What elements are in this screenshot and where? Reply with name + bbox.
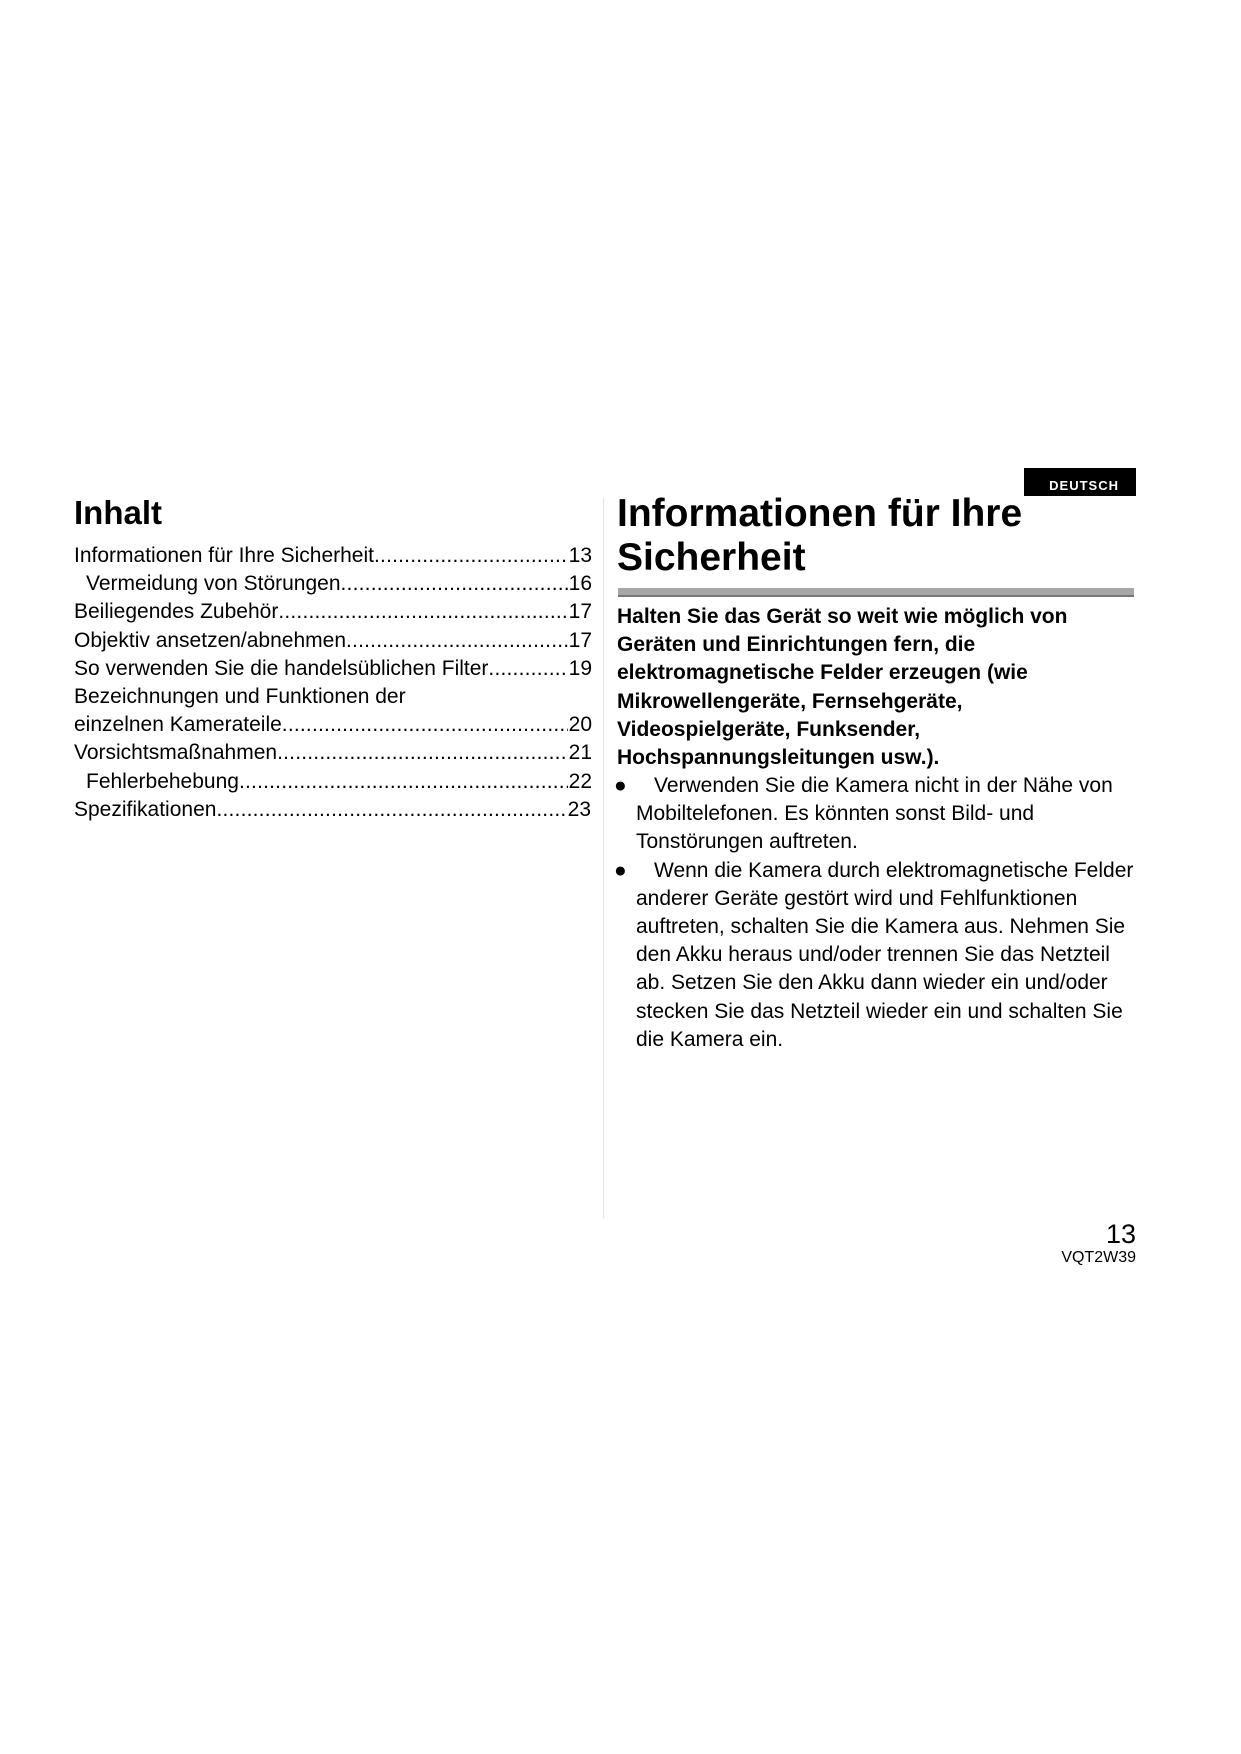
toc-entry-page: 17 bbox=[568, 600, 592, 624]
toc-leader bbox=[239, 768, 568, 796]
toc-entry-objektiv[interactable] bbox=[74, 627, 592, 655]
toc-entry-page: 19 bbox=[568, 656, 592, 680]
toc-entry-label: einzelnen Kamerateile bbox=[74, 713, 282, 737]
toc-entry-page: 16 bbox=[568, 572, 592, 596]
toc-entry-label: So verwenden Sie die handelsüblichen Filter bbox=[74, 656, 489, 680]
safety-bullet-list bbox=[614, 772, 1144, 1054]
toc-leader bbox=[341, 570, 568, 598]
bullet-icon: ● bbox=[614, 774, 627, 797]
section-title bbox=[617, 492, 1137, 580]
list-item bbox=[614, 772, 1144, 857]
toc-entry-bezeichnungen[interactable] bbox=[74, 683, 592, 711]
bullet-icon: ● bbox=[614, 858, 627, 882]
toc-entry-vorsicht[interactable] bbox=[74, 739, 592, 767]
language-badge: DEUTSCH bbox=[1024, 468, 1136, 496]
bullet-text: Verwenden Sie die Kamera nicht in der Nähe von Mobiltelefonen. Es könnten sonst Bild- und Tonstörungen auftreten. bbox=[636, 774, 1113, 854]
toc-entry-filter[interactable] bbox=[74, 655, 592, 683]
toc-entry-page: 13 bbox=[568, 544, 592, 567]
toc-entry-page: 20 bbox=[568, 713, 592, 737]
toc-entry-fehlerbehebung[interactable] bbox=[74, 768, 592, 796]
toc-title: Inhalt bbox=[74, 494, 162, 531]
toc-entry-page: 21 bbox=[568, 741, 592, 765]
toc-leader bbox=[216, 796, 566, 824]
toc-leader bbox=[282, 711, 568, 739]
toc-leader bbox=[277, 739, 568, 767]
section-title-line2: Sicherheit bbox=[617, 536, 806, 579]
table-of-contents bbox=[74, 542, 592, 824]
safety-warning: Halten Sie das Gerät so weit wie möglich von Geräten und Einrichtungen fern, die elektromagnetische Felder erzeugen (wie Mikrowellengeräte, Fernsehgeräte, Videospielgeräte, Funksender, Hochspannungsleitungen usw.). bbox=[617, 605, 1068, 770]
toc-leader bbox=[346, 627, 568, 655]
toc-entry-label: Bezeichnungen und Funktionen der bbox=[74, 684, 406, 708]
toc-entry-label: Vorsichtsmaßnahmen bbox=[74, 741, 278, 765]
page-number: 13 bbox=[1105, 1219, 1136, 1249]
bullet-text: Wenn die Kamera durch elektromagnetische Felder anderer Geräte gestört wird und Fehlfunktionen auftreten, schalten Sie die Kamera aus. Nehmen Sie den Akku heraus und/oder trennen Sie das Netzteil ab. Setzen Sie den Akku dann wieder ein und/oder stecken Sie das Netzteil wieder ein und schalten Sie die Kamera ein. bbox=[636, 858, 1134, 1051]
toc-entry-label: Objektiv ansetzen/abnehmen bbox=[74, 628, 347, 652]
toc-entry-label: Beiliegendes Zubehör bbox=[74, 600, 279, 624]
document-code: VQT2W39 bbox=[1061, 1249, 1136, 1266]
toc-entry-page: 22 bbox=[568, 769, 592, 793]
toc-entry-zubehoer[interactable] bbox=[74, 598, 592, 626]
toc-entry-label: Fehlerbehebung bbox=[86, 769, 239, 793]
toc-entry-page: 23 bbox=[567, 797, 591, 821]
toc-leader bbox=[278, 598, 567, 626]
toc-entry-label: Vermeidung von Störungen bbox=[86, 572, 341, 596]
toc-leader bbox=[488, 655, 567, 683]
toc-entry-kamerateile[interactable] bbox=[74, 711, 592, 739]
toc-entry-label: Informationen für Ihre Sicherheit bbox=[74, 544, 374, 567]
toc-entry-page: 17 bbox=[568, 628, 592, 652]
toc-leader bbox=[374, 542, 568, 570]
list-item bbox=[614, 857, 1144, 1054]
toc-entry-sicherheit[interactable] bbox=[74, 542, 592, 570]
toc-entry-stoerungen[interactable] bbox=[74, 570, 592, 598]
toc-entry-spezifikationen[interactable] bbox=[74, 796, 591, 824]
section-title-line1: Informationen für Ihre bbox=[617, 492, 1023, 535]
toc-entry-label: Spezifikationen bbox=[74, 797, 217, 821]
column-divider bbox=[603, 498, 604, 1218]
title-underline bbox=[618, 588, 1134, 597]
